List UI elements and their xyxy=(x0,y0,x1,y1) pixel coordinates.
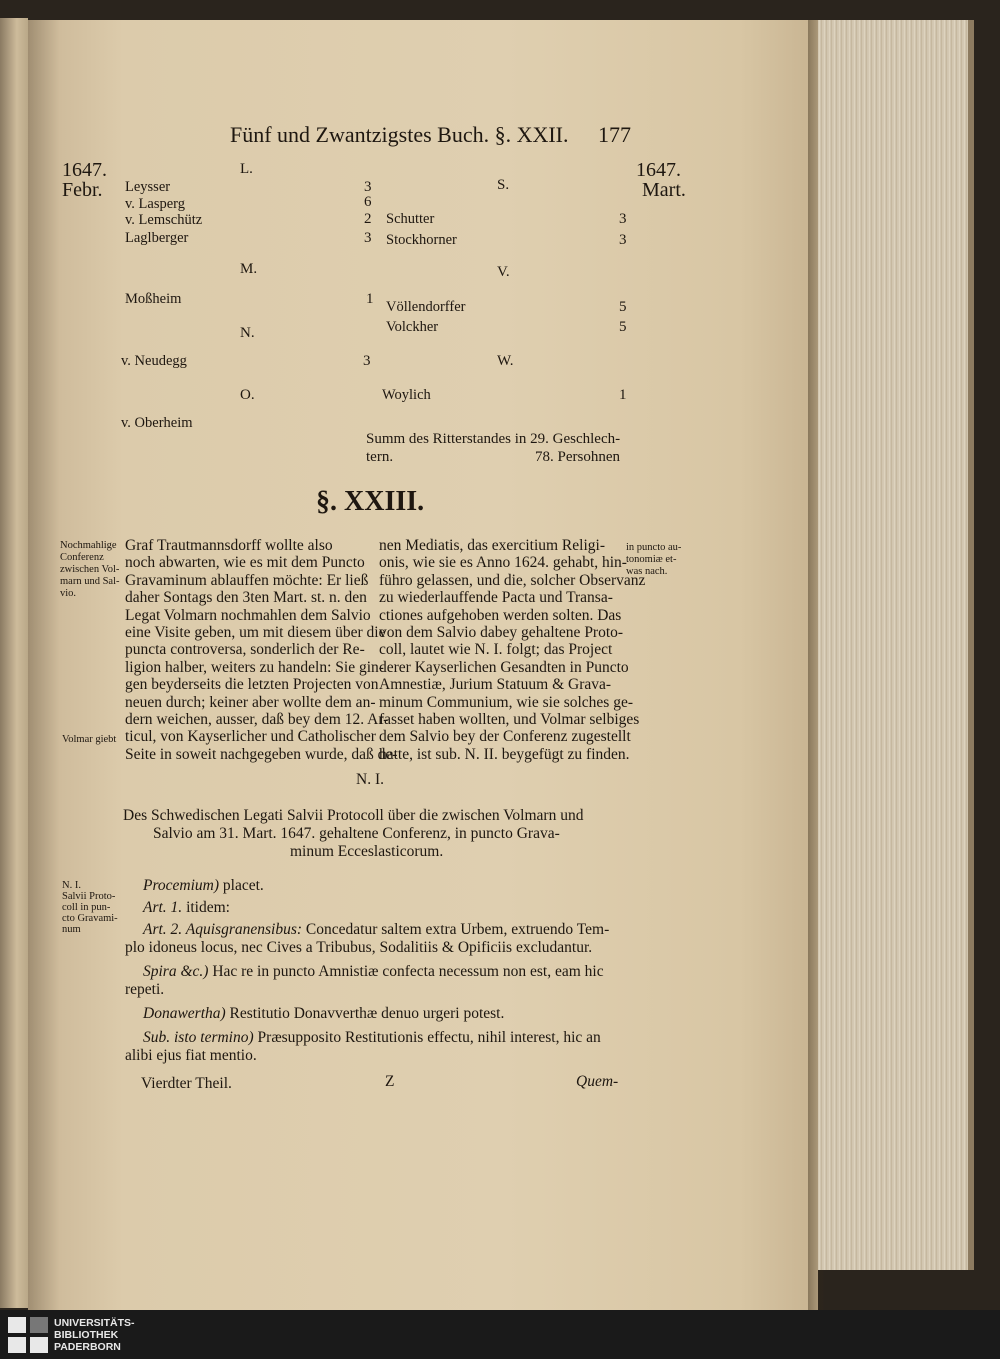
article-line: Sub. isto termino) Præsupposito Restitutionis effectu, nihil interest, hic an xyxy=(143,1029,601,1046)
summary-total: 78. Persohnen xyxy=(535,449,620,465)
name-entry: Moßheim xyxy=(125,291,182,307)
library-logo-icon xyxy=(8,1317,48,1353)
name-entry: Leysser xyxy=(125,179,171,195)
name-entry: Schutter xyxy=(386,211,435,227)
letter-heading: S. xyxy=(497,177,510,193)
letter-heading: L. xyxy=(240,161,253,177)
article-line: Donawertha) Restitutio Donavverthæ denuo urgeri potest. xyxy=(143,1005,505,1022)
name-count: 2 xyxy=(364,211,372,227)
margin-note: in puncto au- tonomiæ et- was nach. xyxy=(626,542,682,577)
margin-note: N. I. Salvii Proto- coll in pun- cto Gravami- num xyxy=(62,880,118,935)
article-line: Art. 1. itidem: xyxy=(143,899,230,916)
article-line: alibi ejus fiat mentio. xyxy=(125,1047,257,1064)
name-count: 3 xyxy=(619,211,627,227)
article-line: Procemium) placet. xyxy=(143,877,264,894)
letter-heading: O. xyxy=(240,387,255,403)
margin-note: Nochmahlige Conferenz zwischen Vol- marn und Sal- vio. xyxy=(60,540,120,599)
document-number: N. I. xyxy=(356,771,384,788)
article-line: plo idoneus locus, nec Cives a Tribubus, Sodalitiis & Opificiis excludantur. xyxy=(125,939,593,956)
name-count: 5 xyxy=(619,299,627,315)
name-count: 3 xyxy=(364,230,372,246)
letter-heading: N. xyxy=(240,325,255,341)
left-page-edge xyxy=(0,18,28,1308)
summary-line: Summ des Ritterstandes in 29. Geschlech- xyxy=(366,431,621,447)
library-logo-text: UNIVERSITÄTS- BIBLIOTHEK PADERBORN xyxy=(54,1317,135,1353)
page-number: 177 xyxy=(598,122,631,147)
document-title-line: minum Ecceslasticorum. xyxy=(290,843,444,860)
left-month: Febr. xyxy=(62,179,103,201)
letter-heading: W. xyxy=(497,353,514,369)
name-entry: Woylich xyxy=(382,387,431,403)
letter-heading: M. xyxy=(240,261,258,277)
left-year: 1647. xyxy=(62,159,107,181)
name-entry: v. Oberheim xyxy=(121,415,193,431)
name-count: 3 xyxy=(364,179,372,195)
name-count: 1 xyxy=(366,291,374,307)
margin-note: Volmar giebt xyxy=(62,734,117,745)
signature-line: Vierdter Theil. xyxy=(141,1075,232,1092)
article-line: Spira &c.) Hac re in puncto Amnistiæ confecta necessum non est, eam hic xyxy=(143,963,604,980)
signature-mark: Z xyxy=(385,1073,395,1090)
name-entry: Volckher xyxy=(386,319,439,335)
document-title-line: Salvio am 31. Mart. 1647. gehaltene Conferenz, in puncto Grava- xyxy=(153,825,560,842)
summary-line: tern. xyxy=(366,449,394,465)
name-entry: Völlendorffer xyxy=(386,299,466,315)
library-logo-bar xyxy=(0,1310,1000,1359)
text-column-left: Graf Trautmannsdorff wollte also noch abwarten, wie es mit dem Puncto Gravaminum ablauffen möchte: Er ließ daher Sontags den 3ten Mart. st. n. den Legat Volmarn nochmahlen dem Salvio eine Visite geben, um mit diesem über die puncta controversa, sonderlich der Re- ligion halber, weiters zu handeln: Sie gin- gen beyderseits die letzten Projecten von neuen durch; keiner aber wollte dem an- dern weichen, ausser, daß bey dem 12. Ar- ticul, von Kayserlicher und Catholischer Seite in soweit nachgegeben wurde, daß de- xyxy=(125,537,398,763)
name-entry: v. Lemschütz xyxy=(125,212,203,228)
name-entry: v. Lasperg xyxy=(125,196,185,212)
name-entry: Stockhorner xyxy=(386,232,457,248)
article-line: repeti. xyxy=(125,981,165,998)
name-count: 1 xyxy=(619,387,627,403)
right-month: Mart. xyxy=(642,179,686,201)
letter-heading: V. xyxy=(497,264,510,280)
page-block-edge xyxy=(818,20,974,1270)
name-count: 3 xyxy=(363,353,371,369)
name-count: 5 xyxy=(619,319,627,335)
right-year: 1647. xyxy=(636,159,681,181)
article-line: Art. 2. Aquisgranensibus: Concedatur saltem extra Urbem, extruendo Tem- xyxy=(143,921,610,938)
name-count: 3 xyxy=(619,232,627,248)
name-entry: v. Neudegg xyxy=(121,353,187,369)
document-title-line: Des Schwedischen Legati Salvii Protocoll über die zwischen Volmarn und xyxy=(123,807,584,824)
catchword: Quem- xyxy=(576,1073,619,1090)
name-count: 6 xyxy=(364,194,372,210)
running-title: Fünf und Zwantzigstes Buch. §. XXII. xyxy=(230,122,569,147)
name-entry: Laglberger xyxy=(125,230,189,246)
text-column-right: nen Mediatis, das exercitium Religi- onis, wie sie es Anno 1624. gehabt, hin- führo gelassen, und die, solcher Observanz zu wiederlauffende Pacta und Transa- ctiones aufgehoben werden solten. Das von dem Salvio dabey gehaltene Proto- coll, lautet wie N. I. folgt; das Project derer Kayserlichen Gesandten in Puncto Amnestiæ, Jurium Statuum & Grava- minum Communium, wie sie solches ge- fasset haben wollten, und Volmar selbiges dem Salvio bey der Conferenz zugestellt hatte, ist sub. N. II. beygefügt zu finden. xyxy=(379,537,646,763)
section-heading: §. XXIII. xyxy=(316,486,425,517)
